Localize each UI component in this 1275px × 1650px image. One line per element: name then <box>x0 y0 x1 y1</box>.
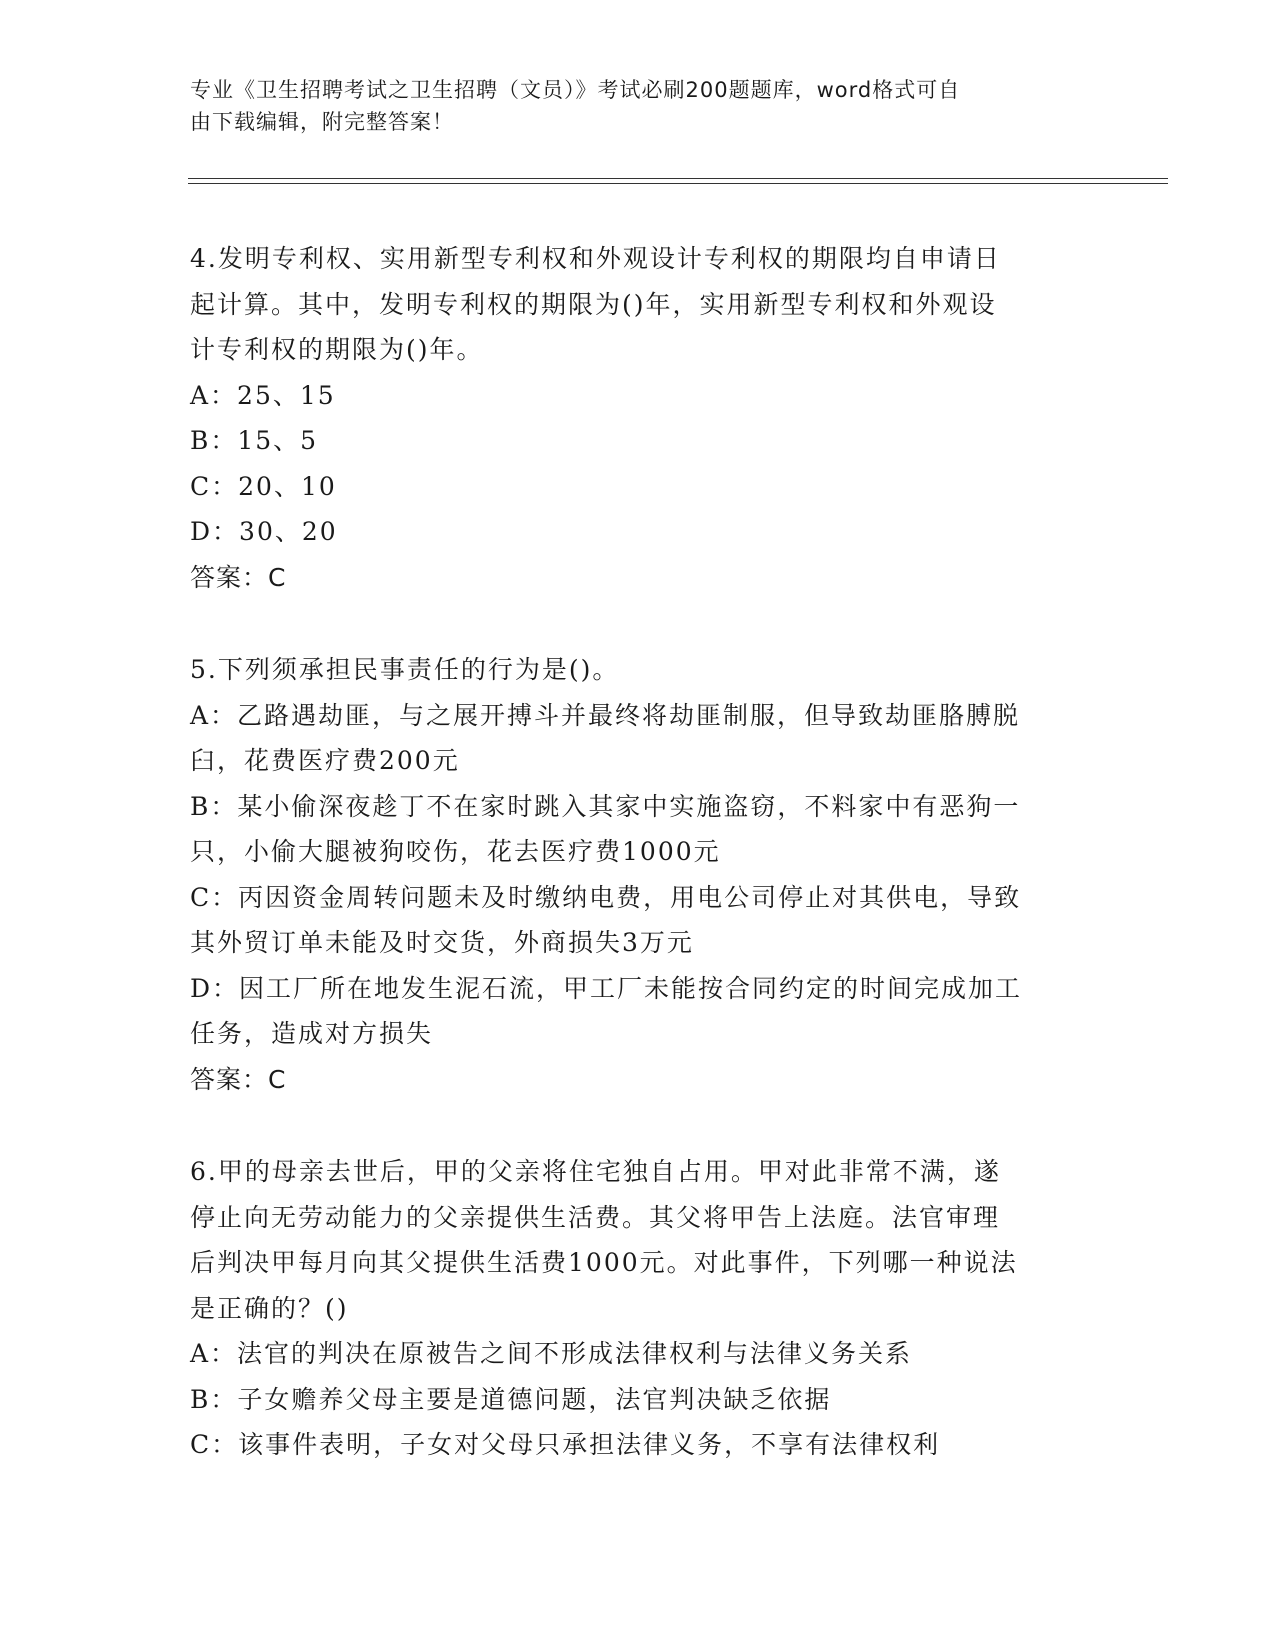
option-a: A：乙路遇劫匪，与之展开搏斗并最终将劫匪制服，但导致劫匪胳膊脱 <box>190 700 1021 730</box>
option-a-continued: 臼，花费医疗费200元 <box>190 746 460 775</box>
option-d: D：30、20 <box>190 517 338 546</box>
option-d: D：因工厂所在地发生泥石流，甲工厂未能按合同约定的时间完成加工 <box>190 973 1023 1003</box>
option-b: B：某小偷深夜趁丁不在家时跳入其家中实施盗窃，不料家中有恶狗一 <box>190 791 1021 821</box>
question-item <box>190 236 1090 600</box>
answer-text: 答案：C <box>190 1064 287 1094</box>
option-b: B：子女赡养父母主要是道德问题，法官判决缺乏依据 <box>190 1384 832 1414</box>
question-item <box>190 1149 1090 1468</box>
option-b-continued: 只，小偷大腿被狗咬伤，花去医疗费1000元 <box>190 837 721 866</box>
header-divider <box>188 183 1168 184</box>
option-c: C：20、10 <box>190 471 337 501</box>
header-line: 专业《卫生招聘考试之卫生招聘（文员）》考试必刷200题题库，word格式可自 <box>190 78 961 102</box>
option-c: C：丙因资金周转问题未及时缴纳电费，用电公司停止对其供电，导致 <box>190 882 1022 912</box>
question-text: 5.下列须承担民事责任的行为是()。 <box>190 655 620 684</box>
header-divider <box>188 178 1168 179</box>
document-header <box>190 74 1090 138</box>
question-text: 4.发明专利权、实用新型专利权和外观设计专利权的期限均自申请日 <box>190 244 1001 273</box>
option-c-continued: 其外贸订单未能及时交货，外商损失3万元 <box>190 928 694 957</box>
answer-text: 答案：C <box>190 562 287 592</box>
question-text: 起计算。其中，发明专利权的期限为()年，实用新型专利权和外观设 <box>190 289 997 319</box>
question-text: 停止向无劳动能力的父亲提供生活费。其父将甲告上法庭。法官审理 <box>190 1202 1001 1232</box>
question-text: 6.甲的母亲去世后，甲的父亲将住宅独自占用。甲对此非常不满，遂 <box>190 1157 1001 1186</box>
option-b: B：15、5 <box>190 426 319 455</box>
option-d-continued: 任务，造成对方损失 <box>190 1019 434 1048</box>
question-item <box>190 647 1090 1102</box>
option-a: A：25、15 <box>190 380 336 410</box>
option-c: C：该事件表明，子女对父母只承担法律义务，不享有法律权利 <box>190 1430 941 1459</box>
option-a: A：法官的判决在原被告之间不形成法律权利与法律义务关系 <box>190 1339 913 1368</box>
question-list <box>190 236 1090 1468</box>
header-line: 由下载编辑，附完整答案！ <box>190 110 454 134</box>
question-text: 后判决甲每月向其父提供生活费1000元。对此事件，下列哪一种说法 <box>190 1248 1018 1277</box>
question-text: 计专利权的期限为()年。 <box>190 335 484 364</box>
question-text: 是正确的？() <box>190 1293 349 1323</box>
